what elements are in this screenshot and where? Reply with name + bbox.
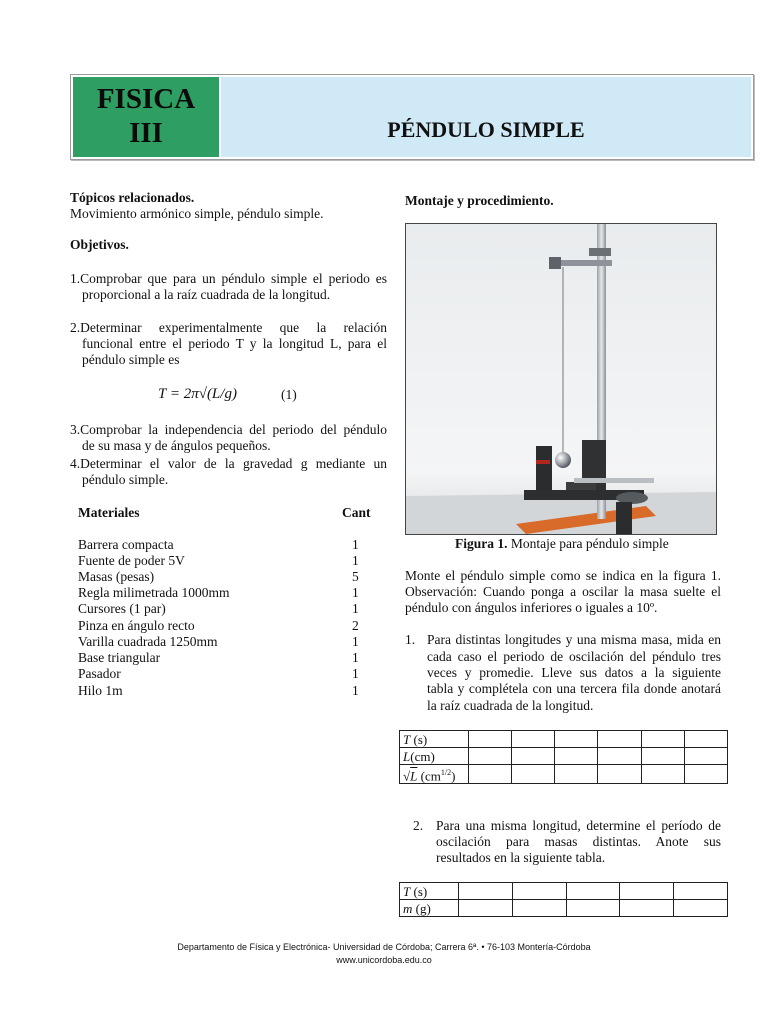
table-cell[interactable] [512, 748, 555, 765]
procedure-paragraph-line-1: Monte el péndulo simple como se indica en la figura 1. [405, 568, 721, 583]
table-cell[interactable] [512, 731, 555, 748]
page-header [70, 74, 754, 160]
material-qty: 1 [352, 537, 359, 552]
footer-website[interactable]: www.unicordoba.edu.co [336, 955, 432, 965]
objective-2-line-1: 2.Determinar experimentalmente que la relación [70, 320, 387, 335]
step-1-number: 1. [405, 632, 416, 647]
step-1-line-1: Para distintas longitudes y una misma masa, mida en [427, 632, 721, 647]
objective-3-line-2: de su masa y de ángulos pequeños. [82, 438, 271, 453]
table-row [400, 731, 728, 748]
step-1-line-4: tabla y complétela con una tercera fila donde anotará [427, 681, 721, 696]
step-2-line-2: oscilación para masas distintas. Anote sus [436, 834, 721, 849]
pendulum-setup-photo [405, 223, 717, 535]
procedure-paragraph-line-2: Observación: Cuando ponga a oscilar la masa suelte el [405, 584, 721, 599]
objectives-heading: Objetivos. [70, 237, 129, 252]
table-cell[interactable] [620, 883, 674, 900]
step-1-line-3: veces y promedie. Lleve sus datos a la siguiente [427, 665, 721, 680]
step-2-line-1: Para una misma longitud, determine el período de [436, 818, 721, 833]
table-row [400, 883, 728, 900]
quantity-heading: Cant [342, 505, 371, 520]
material-name: Barrera compacta [78, 537, 174, 552]
material-qty: 1 [352, 650, 359, 665]
period-equation: T = 2π√(L/g) [158, 386, 237, 402]
objective-1-line-2: proporcional a la raíz cuadrada de la longitud. [82, 287, 331, 302]
material-qty: 2 [352, 618, 359, 633]
page-title: PÉNDULO SIMPLE [387, 117, 585, 142]
material-qty: 1 [352, 601, 359, 616]
title-box [221, 77, 751, 157]
table-cell[interactable] [566, 900, 620, 917]
table-cell[interactable] [598, 731, 641, 748]
table-cell[interactable] [566, 883, 620, 900]
row-label: m (g) [400, 900, 459, 917]
table-row [400, 900, 728, 917]
objective-4-line-1: 4.Determinar el valor de la gravedad g mediante un [70, 456, 387, 471]
row-label: T (s) [400, 731, 469, 748]
material-name: Masas (pesas) [78, 569, 155, 584]
table-cell[interactable] [469, 748, 512, 765]
material-qty: 1 [352, 666, 359, 681]
table-cell[interactable] [459, 900, 513, 917]
table-cell[interactable] [641, 748, 684, 765]
material-name: Varilla cuadrada 1250mm [78, 634, 218, 649]
table-cell[interactable] [555, 731, 598, 748]
table-cell[interactable] [620, 900, 674, 917]
material-name: Pinza en ángulo recto [78, 618, 195, 633]
row-label: L(cm) [400, 748, 469, 765]
table-cell[interactable] [598, 748, 641, 765]
material-name: Pasador [78, 666, 121, 681]
footer-address: Departamento de Física y Electrónica- Universidad de Córdoba; Carrera 6ª. • 76-103 Montería-Córdoba [177, 942, 591, 952]
course-number: III [129, 117, 163, 149]
table-cell[interactable] [674, 900, 728, 917]
pendulum-apparatus-illustration [406, 224, 716, 534]
step-2-number: 2. [413, 818, 424, 833]
table-cell[interactable] [641, 731, 684, 748]
objective-2-line-2: funcional entre el periodo T y la longitud L, para el [82, 336, 387, 351]
table-cell[interactable] [469, 731, 512, 748]
table-row [400, 765, 728, 784]
topics-heading: Tópicos relacionados. [70, 190, 195, 205]
table-cell[interactable] [598, 765, 641, 784]
material-name: Hilo 1m [78, 683, 123, 698]
figure-caption [455, 536, 669, 552]
material-qty: 1 [352, 553, 359, 568]
table-cell[interactable] [674, 883, 728, 900]
table-cell[interactable] [469, 765, 512, 784]
table-cell[interactable] [641, 765, 684, 784]
table-cell[interactable] [684, 765, 727, 784]
material-name: Cursores (1 par) [78, 601, 166, 616]
table-cell[interactable] [555, 765, 598, 784]
table-cell[interactable] [512, 765, 555, 784]
objective-2-line-3: péndulo simple es [82, 352, 180, 367]
length-period-table [399, 730, 728, 784]
course-name: FISICA [96, 83, 196, 115]
table-cell[interactable] [512, 900, 566, 917]
objective-3-line-1: 3.Comprobar la independencia del periodo del péndulo [70, 422, 387, 437]
table-cell[interactable] [512, 883, 566, 900]
objective-1-line-1: 1.Comprobar que para un péndulo simple el periodo es [70, 271, 387, 286]
objective-4-line-2: péndulo simple. [82, 472, 169, 487]
material-qty: 5 [352, 569, 359, 584]
table-cell[interactable] [684, 748, 727, 765]
mass-period-table [399, 882, 728, 917]
row-label: T (s) [400, 883, 459, 900]
material-qty: 1 [352, 683, 359, 698]
table-cell[interactable] [684, 731, 727, 748]
material-name: Regla milimetrada 1000mm [78, 585, 230, 600]
row-label: √L $(cm^{1/2})$ [400, 765, 469, 784]
material-name: Fuente de poder 5V [78, 553, 185, 568]
table-cell[interactable] [555, 748, 598, 765]
figure-caption-text: Montaje para péndulo simple [510, 536, 669, 551]
material-name: Base triangular [78, 650, 161, 665]
step-2-line-3: resultados en la siguiente tabla. [436, 850, 606, 865]
step-1-line-5: la raíz cuadrada de la longitud. [427, 698, 594, 713]
step-1-line-2: cada caso el periodo de oscilación del péndulo tres [427, 649, 721, 664]
procedure-paragraph-line-3: péndulo con ángulos inferiores o iguales a 10º. [405, 600, 658, 615]
table-cell[interactable] [459, 883, 513, 900]
setup-heading: Montaje y procedimiento. [405, 193, 554, 208]
material-qty: 1 [352, 634, 359, 649]
materials-heading: Materiales [78, 505, 140, 520]
course-box [73, 77, 219, 157]
equation-number: (1) [281, 387, 297, 402]
figure-label: Figura 1. [455, 536, 508, 551]
material-qty: 1 [352, 585, 359, 600]
table-row [400, 748, 728, 765]
topics-text: Movimiento armónico simple, péndulo simple. [70, 206, 324, 221]
